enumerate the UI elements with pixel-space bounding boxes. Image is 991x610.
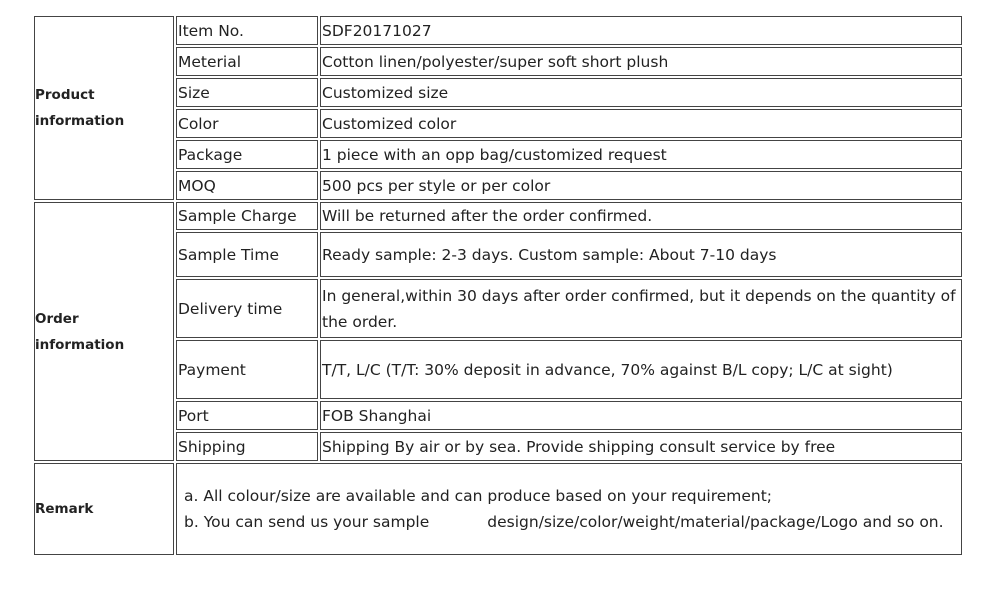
row-label: Sample Time xyxy=(176,232,318,277)
row-label: MOQ xyxy=(176,171,318,200)
row-value: Cotton linen/polyester/super soft short plush xyxy=(320,47,962,76)
row-value: T/T, L/C (T/T: 30% deposit in advance, 70% against B/L copy; L/C at sight) xyxy=(320,340,962,399)
row-label: Sample Charge xyxy=(176,202,318,230)
row-label: Payment xyxy=(176,340,318,399)
section-label-order: Order information xyxy=(34,202,174,461)
remark-line-b-part2: design/size/color/weight/material/package/Logo and so on. xyxy=(487,513,944,531)
row-label: Color xyxy=(176,109,318,138)
table-row xyxy=(34,463,962,555)
row-label: Package xyxy=(176,140,318,169)
section-label-remark: Remark xyxy=(34,463,174,555)
row-value: 1 piece with an opp bag/customized request xyxy=(320,140,962,169)
remark-line-b xyxy=(184,509,960,535)
row-label: Item No. xyxy=(176,16,318,45)
row-label: Delivery time xyxy=(176,279,318,338)
row-value: In general,within 30 days after order confirmed, but it depends on the quantity of the order. xyxy=(320,279,962,338)
row-label: Size xyxy=(176,78,318,107)
row-label: Shipping xyxy=(176,432,318,461)
table-row xyxy=(34,16,962,45)
row-value: SDF20171027 xyxy=(320,16,962,45)
row-value: Shipping By air or by sea. Provide shipping consult service by free xyxy=(320,432,962,461)
remark-line-a: a. All colour/size are available and can produce based on your requirement; xyxy=(184,487,773,505)
row-label: Port xyxy=(176,401,318,430)
remark-line-b-part1: b. You can send us your sample xyxy=(184,513,430,531)
table-row xyxy=(34,202,962,230)
row-value: Customized color xyxy=(320,109,962,138)
row-value: Customized size xyxy=(320,78,962,107)
row-value: 500 pcs per style or per color xyxy=(320,171,962,200)
section-label-product: Product information xyxy=(34,16,174,200)
remark-text xyxy=(178,483,960,535)
product-spec-table xyxy=(32,14,964,557)
remark-cell xyxy=(176,463,962,555)
row-value: Ready sample: 2-3 days. Custom sample: About 7-10 days xyxy=(320,232,962,277)
row-value: FOB Shanghai xyxy=(320,401,962,430)
row-value: Will be returned after the order confirmed. xyxy=(320,202,962,230)
row-label: Meterial xyxy=(176,47,318,76)
